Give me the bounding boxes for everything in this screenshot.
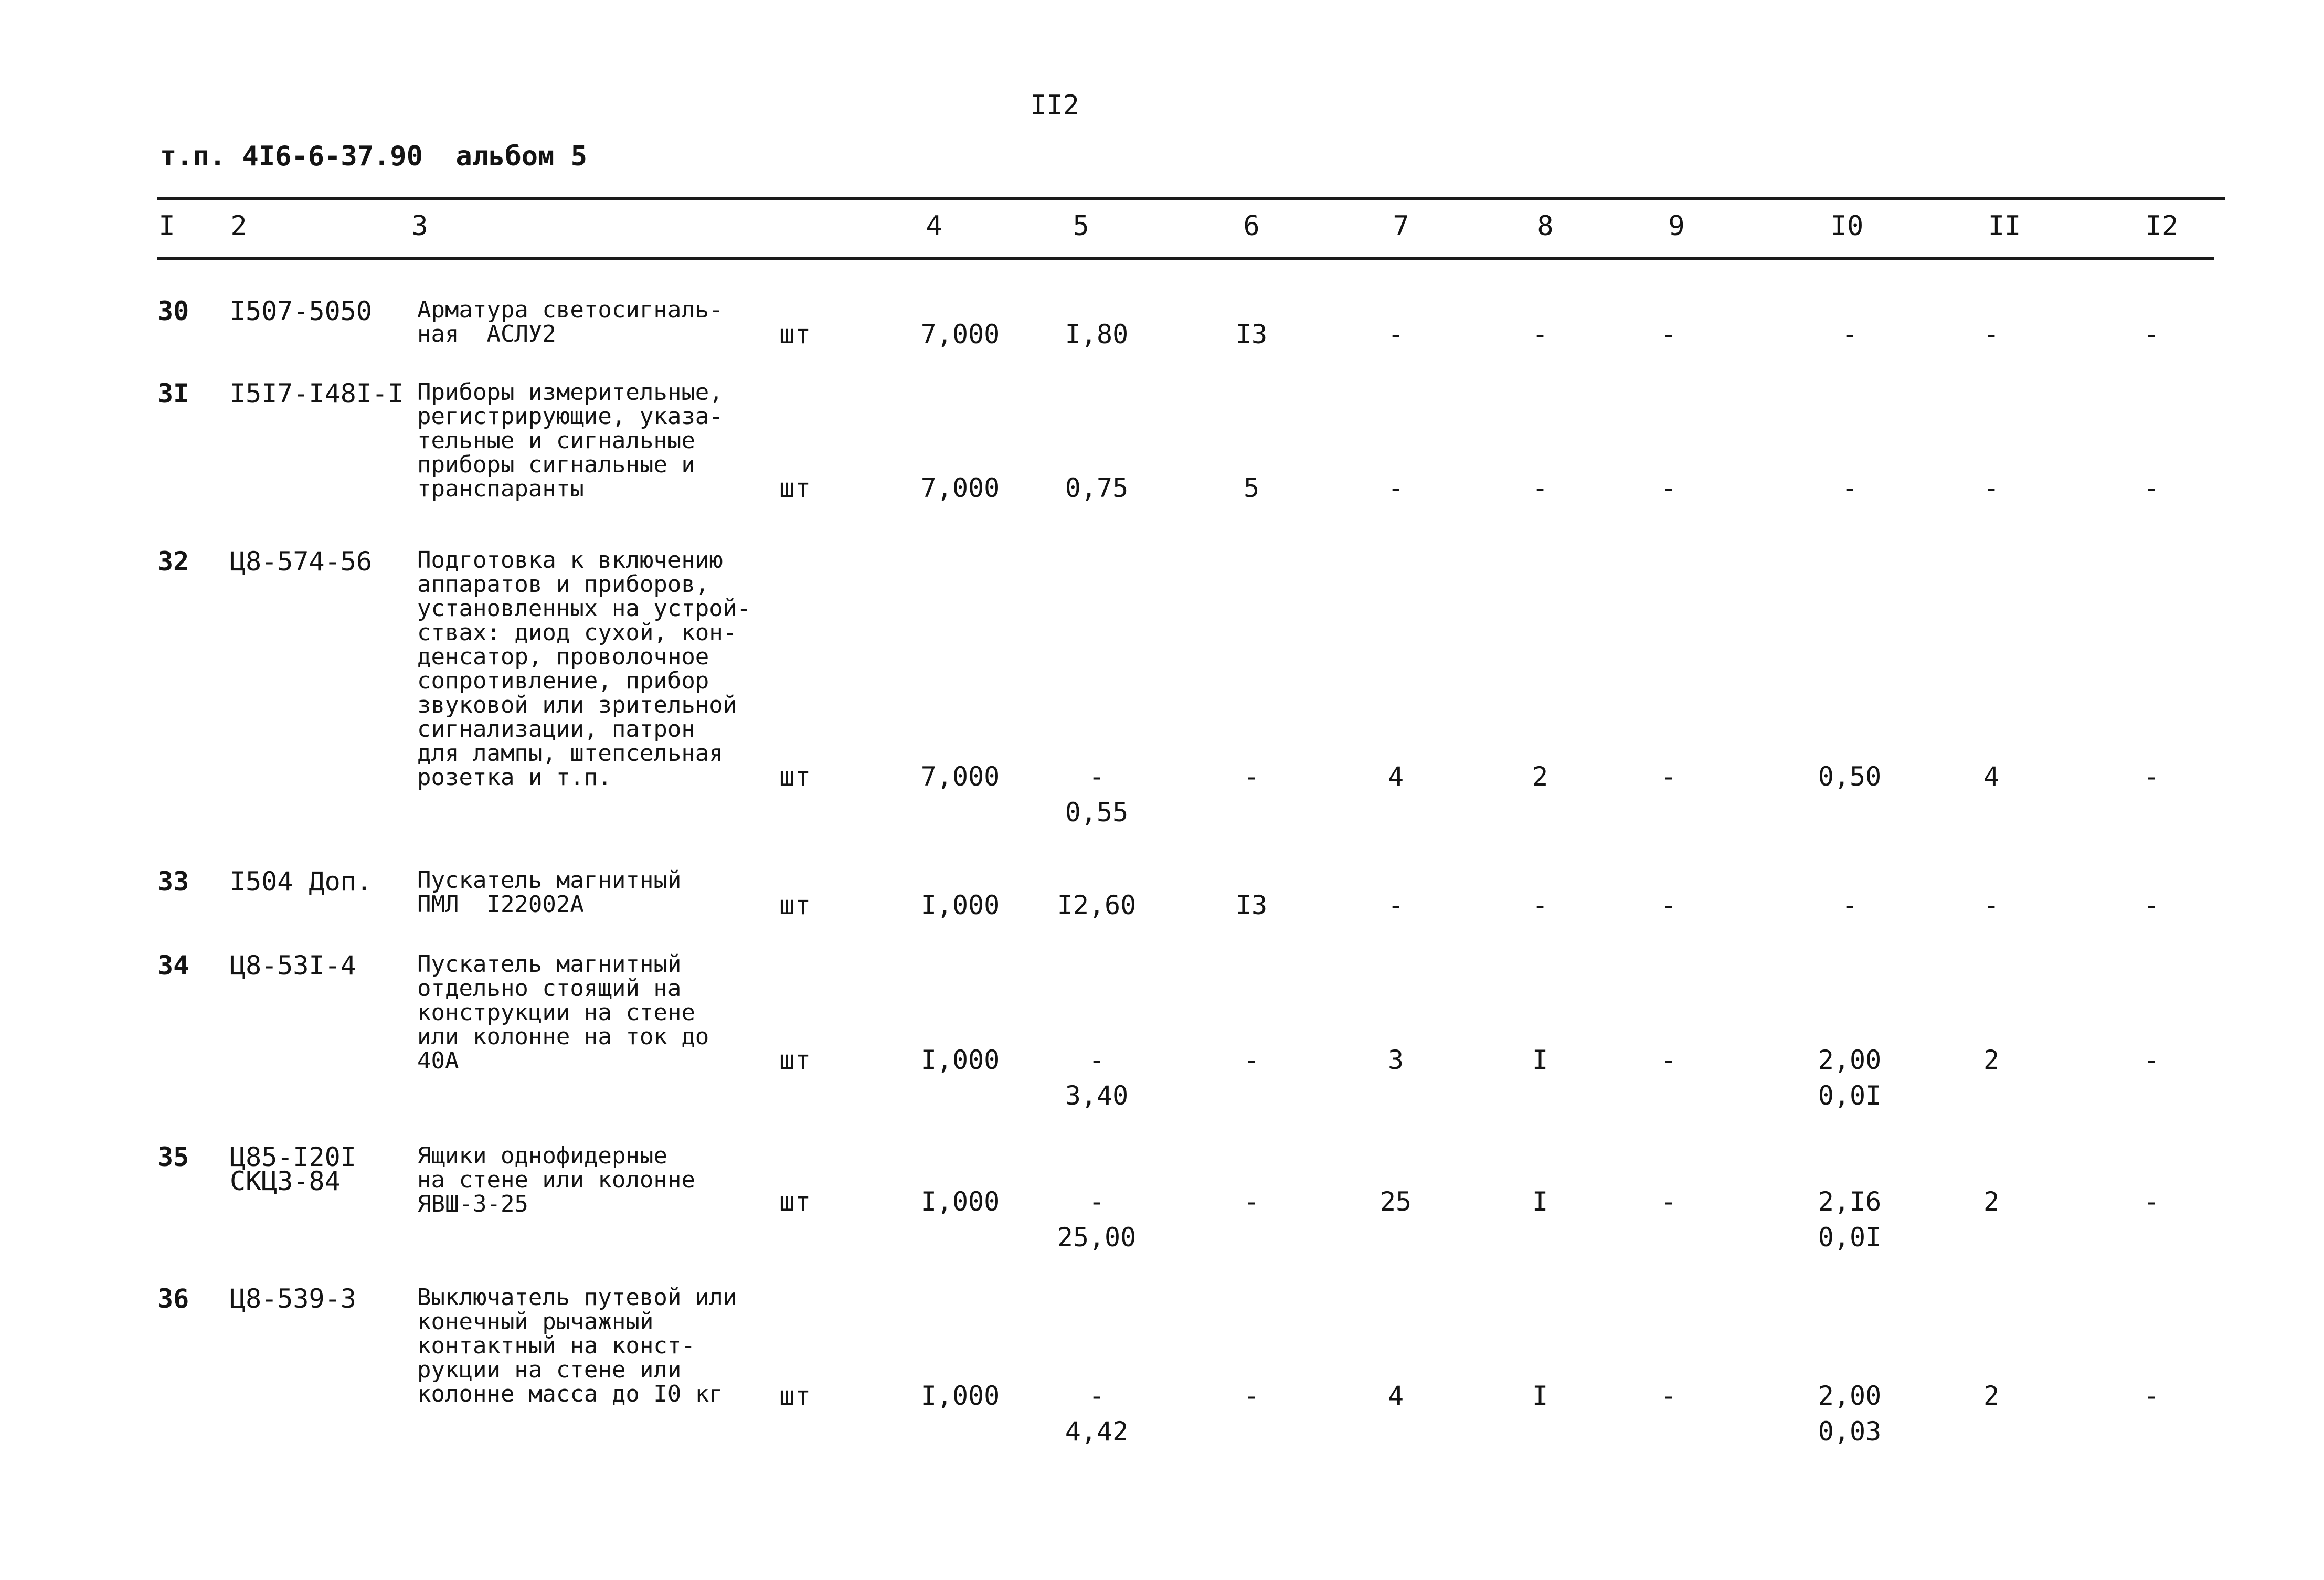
row-col5: - (1088, 1186, 1105, 1217)
row-description-line: Выключатель путевой или (417, 1284, 737, 1311)
row-col11: 2 (1983, 1045, 2000, 1075)
row-description-line: денсатор, проволочное (417, 643, 709, 670)
row-description-line: ствах: диод сухой, кон- (417, 619, 737, 646)
row-description-line: конструкции на стене (417, 999, 695, 1026)
row-code: Ц8-539-3 (230, 1284, 356, 1314)
row-col10: - (1841, 890, 1858, 920)
row-quantity: I,000 (920, 1045, 1000, 1075)
row-col8: I (1532, 1045, 1548, 1075)
page-number: II2 (1030, 90, 1079, 121)
row-quantity: 7,000 (920, 473, 1000, 503)
row-col8: - (1532, 473, 1548, 503)
row-col10-secondary: 0,0I (1818, 1080, 1882, 1111)
row-col8: - (1532, 890, 1548, 920)
row-description-line: розетка и т.п. (417, 764, 612, 791)
row-col9: - (1660, 761, 1677, 792)
row-description-line: рукции на стене или (417, 1356, 682, 1383)
row-description-line: ЯВШ-3-25 (417, 1191, 528, 1217)
row-col10: 2,00 (1818, 1381, 1882, 1411)
row-col7: - (1387, 319, 1404, 349)
column-header-10: I0 (1830, 210, 1864, 242)
row-code: I507-5050 (230, 296, 372, 326)
row-quantity: I,000 (920, 1186, 1000, 1217)
header-top-rule (157, 197, 2225, 200)
column-header-1: I (158, 210, 175, 242)
row-col11: - (1983, 319, 2000, 349)
row-unit: шт (779, 761, 811, 792)
row-col8: 2 (1532, 761, 1548, 792)
row-col12: - (2143, 1186, 2160, 1217)
row-col11: - (1983, 473, 2000, 503)
row-col12: - (2143, 473, 2160, 503)
row-col10: 2,00 (1818, 1045, 1882, 1075)
row-col9: - (1660, 319, 1677, 349)
row-col11: 2 (1983, 1381, 2000, 1411)
row-col7: 4 (1387, 1381, 1404, 1411)
row-description-line: Подготовка к включению (417, 547, 723, 574)
row-unit: шт (779, 319, 811, 349)
column-header-7: 7 (1393, 210, 1409, 242)
row-col5-secondary: 3,40 (1065, 1080, 1129, 1111)
row-description-line: конечный рычажный (417, 1308, 654, 1335)
column-header-12: I2 (2145, 210, 2179, 242)
row-col10: - (1841, 473, 1858, 503)
row-col7: 4 (1387, 761, 1404, 792)
row-unit: шт (779, 1045, 811, 1075)
row-number: 35 (157, 1142, 189, 1172)
row-col5: - (1088, 1381, 1105, 1411)
row-col6: - (1243, 1381, 1260, 1411)
row-unit: шт (779, 890, 811, 920)
row-col9: - (1660, 473, 1677, 503)
row-code: I504 Доп. (230, 866, 372, 897)
column-header-6: 6 (1243, 210, 1260, 242)
row-code: Ц8-574-56 (230, 546, 372, 577)
row-col5: - (1088, 1045, 1105, 1075)
row-number: 36 (157, 1284, 189, 1314)
column-header-2: 2 (230, 210, 247, 242)
row-col5-secondary: 4,42 (1065, 1416, 1129, 1447)
row-description-line: Арматура светосигналь- (417, 296, 723, 323)
row-col10: 2,I6 (1818, 1186, 1882, 1217)
row-description-line: установленных на устрой- (417, 595, 751, 622)
row-col8: I (1532, 1186, 1548, 1217)
row-description-line: сигнализации, патрон (417, 716, 695, 743)
row-description-line: Пускатель магнитный (417, 951, 682, 978)
column-header-3: 3 (411, 210, 428, 242)
row-col7: 25 (1379, 1186, 1412, 1217)
row-col10: - (1841, 319, 1858, 349)
row-description-line: отдельно стоящий на (417, 975, 682, 1002)
row-col6: I3 (1235, 890, 1268, 920)
row-description-line: 40А (417, 1047, 459, 1074)
row-number: 34 (157, 950, 189, 981)
row-col6: I3 (1235, 319, 1268, 349)
row-col11: 4 (1983, 761, 2000, 792)
row-col11: 2 (1983, 1186, 2000, 1217)
row-description-line: звуковой или зрительной (417, 692, 737, 718)
row-description-line: сопротивление, прибор (417, 667, 709, 694)
row-col7: - (1387, 890, 1404, 920)
row-quantity: 7,000 (920, 761, 1000, 792)
row-col10: 0,50 (1818, 761, 1882, 792)
row-number: 3I (157, 378, 189, 409)
document-reference: т.п. 4I6-6-37.90 альбом 5 (160, 141, 587, 172)
row-description-line: Пускатель магнитный (417, 867, 682, 894)
row-col6: 5 (1243, 473, 1260, 503)
row-col9: - (1660, 1381, 1677, 1411)
column-header-11: II (1988, 210, 2021, 242)
row-number: 32 (157, 546, 189, 577)
row-col12: - (2143, 1381, 2160, 1411)
row-description-line: контактный на конст- (417, 1332, 695, 1359)
row-code: Ц8-53I-4 (230, 950, 356, 981)
row-description-line: приборы сигнальные и (417, 451, 695, 478)
row-col10-secondary: 0,03 (1818, 1416, 1882, 1447)
row-col6: - (1243, 1045, 1260, 1075)
row-description-line: ная АСЛУ2 (417, 321, 556, 347)
row-col12: - (2143, 1045, 2160, 1075)
row-description-line: для лампы, штепсельная (417, 740, 723, 767)
row-col5: I,80 (1065, 319, 1129, 349)
row-description-line: регистрирующие, указа- (417, 403, 723, 430)
column-header-5: 5 (1073, 210, 1089, 242)
column-header-4: 4 (926, 210, 942, 242)
row-description-line: транспаранты (417, 475, 584, 502)
row-number: 33 (157, 866, 189, 897)
row-code: Ц85-I20I (230, 1142, 356, 1172)
row-col8: - (1532, 319, 1548, 349)
column-header-8: 8 (1537, 210, 1554, 242)
row-code: I5I7-I48I-I (230, 378, 404, 409)
row-col7: 3 (1387, 1045, 1404, 1075)
row-description-line: на стене или колонне (417, 1167, 695, 1193)
row-col10-secondary: 0,0I (1818, 1222, 1882, 1253)
row-col9: - (1660, 890, 1677, 920)
row-col6: - (1243, 1186, 1260, 1217)
row-col8: I (1532, 1381, 1548, 1411)
row-col12: - (2143, 890, 2160, 920)
header-bottom-rule (157, 257, 2214, 260)
row-description-line: Приборы измерительные, (417, 379, 723, 406)
row-col7: - (1387, 473, 1404, 503)
row-quantity: 7,000 (920, 319, 1000, 349)
row-description-line: колонне масса до I0 кг (417, 1381, 723, 1407)
row-code: СКЦЗ-84 (230, 1166, 341, 1196)
row-quantity: I,000 (920, 890, 1000, 920)
row-unit: шт (779, 1186, 811, 1217)
row-col5-secondary: 25,00 (1057, 1222, 1137, 1253)
row-description-line: ПМЛ I22002А (417, 891, 584, 918)
row-description-line: тельные и сигнальные (417, 427, 695, 454)
row-number: 30 (157, 296, 189, 326)
row-unit: шт (779, 1381, 811, 1411)
row-quantity: I,000 (920, 1381, 1000, 1411)
column-header-9: 9 (1668, 210, 1685, 242)
row-col5: - (1088, 761, 1105, 792)
row-description-line: аппаратов и приборов, (417, 571, 709, 598)
row-description-line: или колонне на ток до (417, 1023, 709, 1050)
row-col5: 0,75 (1065, 473, 1129, 503)
row-col5: I2,60 (1057, 890, 1137, 920)
row-col9: - (1660, 1045, 1677, 1075)
row-description-line: Ящики однофидерные (417, 1142, 667, 1169)
row-col11: - (1983, 890, 2000, 920)
row-col5-secondary: 0,55 (1065, 797, 1129, 828)
row-col9: - (1660, 1186, 1677, 1217)
row-col6: - (1243, 761, 1260, 792)
row-col12: - (2143, 761, 2160, 792)
row-unit: шт (779, 473, 811, 503)
row-col12: - (2143, 319, 2160, 349)
